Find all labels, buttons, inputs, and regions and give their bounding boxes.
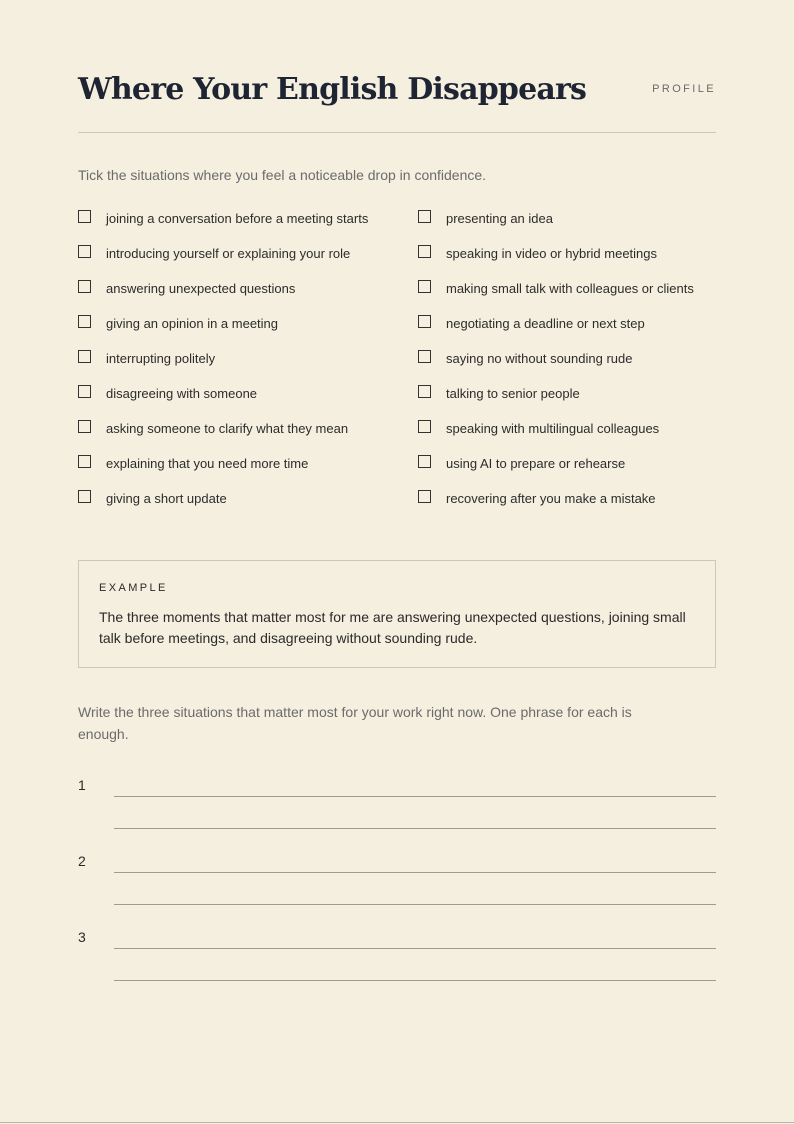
section-tag: PROFILE xyxy=(652,83,716,95)
checklist-item-label: talking to senior people xyxy=(446,386,580,401)
checklist-item-label: saying no without sounding rude xyxy=(446,351,633,366)
answer-line[interactable] xyxy=(114,796,716,797)
checklist-item[interactable] xyxy=(78,349,378,368)
answer-number: 3 xyxy=(78,929,86,945)
checklist-item-label: using AI to prepare or rehearse xyxy=(446,456,626,471)
checkbox[interactable] xyxy=(78,280,91,293)
example-box xyxy=(78,560,716,668)
checklist-item[interactable] xyxy=(78,244,378,263)
checkbox[interactable] xyxy=(78,420,91,433)
checkbox[interactable] xyxy=(418,385,431,398)
answer-line[interactable] xyxy=(114,980,716,981)
answer-line[interactable] xyxy=(114,872,716,873)
answer-line[interactable] xyxy=(114,904,716,905)
checklist-item-label: introducing yourself or explaining your role xyxy=(106,246,351,261)
checklist-item-label: joining a conversation before a meeting starts xyxy=(106,211,369,226)
checklist-item[interactable] xyxy=(78,489,378,508)
checklist-item-label: giving an opinion in a meeting xyxy=(106,316,279,331)
checklist-item[interactable] xyxy=(418,384,718,403)
checklist-item-label: explaining that you need more time xyxy=(106,456,309,471)
checklist-item[interactable] xyxy=(78,419,378,438)
answer-line[interactable] xyxy=(114,828,716,829)
checklist-item[interactable] xyxy=(418,419,718,438)
checklist-item-label: giving a short update xyxy=(106,491,227,506)
checklist-item[interactable] xyxy=(78,314,378,333)
checkbox[interactable] xyxy=(418,245,431,258)
checkbox[interactable] xyxy=(78,210,91,223)
checklist-instruction: Tick the situations where you feel a noticeable drop in confidence. xyxy=(78,167,487,183)
checklist-item[interactable] xyxy=(78,454,378,473)
page-title: Where Your English Disappears xyxy=(78,72,587,107)
checklist-item[interactable] xyxy=(418,244,718,263)
checklist-item-label: asking someone to clarify what they mean xyxy=(106,421,349,436)
answer-line[interactable] xyxy=(114,948,716,949)
checkbox[interactable] xyxy=(418,210,431,223)
checklist-item[interactable] xyxy=(78,279,378,298)
checklist-item[interactable] xyxy=(418,314,718,333)
checkbox[interactable] xyxy=(78,350,91,363)
example-text: The three moments that matter most for me are answering unexpected questions, joining small talk before meetings, and disagreeing without sounding rude. xyxy=(99,609,686,646)
checklist-item-label: speaking in video or hybrid meetings xyxy=(446,246,658,261)
checkbox[interactable] xyxy=(418,315,431,328)
checkbox[interactable] xyxy=(418,490,431,503)
header-divider xyxy=(78,132,716,133)
checklist-item[interactable] xyxy=(418,454,718,473)
checklist-left-column xyxy=(78,209,378,508)
checklist-item[interactable] xyxy=(78,209,378,228)
writing-prompt: Write the three situations that matter most for your work right now. One phrase for each is enough. xyxy=(78,704,632,742)
checkbox[interactable] xyxy=(78,385,91,398)
checklist-item[interactable] xyxy=(78,384,378,403)
checklist-item-label: speaking with multilingual colleagues xyxy=(446,421,660,436)
checkbox[interactable] xyxy=(78,315,91,328)
checkbox[interactable] xyxy=(418,420,431,433)
page-header xyxy=(78,72,716,112)
checklist-item-label: negotiating a deadline or next step xyxy=(446,316,645,331)
checkbox[interactable] xyxy=(418,280,431,293)
checkbox[interactable] xyxy=(78,245,91,258)
checklist-item-label: presenting an idea xyxy=(446,211,553,226)
checklist-item[interactable] xyxy=(418,489,718,508)
answer-number: 2 xyxy=(78,853,86,869)
checkbox[interactable] xyxy=(418,350,431,363)
checkbox[interactable] xyxy=(78,455,91,468)
page-bottom-edge xyxy=(0,1122,794,1123)
checklist-item-label: interrupting politely xyxy=(106,351,216,366)
checklist-item-label: disagreeing with someone xyxy=(106,386,258,401)
checkbox[interactable] xyxy=(78,490,91,503)
checklist-item-label: answering unexpected questions xyxy=(106,281,296,296)
answer-number: 1 xyxy=(78,777,86,793)
checklist-item-label: recovering after you make a mistake xyxy=(446,491,656,506)
checklist-item[interactable] xyxy=(418,279,718,298)
checklist-right-column xyxy=(418,209,718,508)
checklist-item[interactable] xyxy=(418,209,718,228)
example-label: EXAMPLE xyxy=(99,582,168,594)
checklist-item-label: making small talk with colleagues or clients xyxy=(446,281,694,296)
checkbox[interactable] xyxy=(418,455,431,468)
checklist-item[interactable] xyxy=(418,349,718,368)
